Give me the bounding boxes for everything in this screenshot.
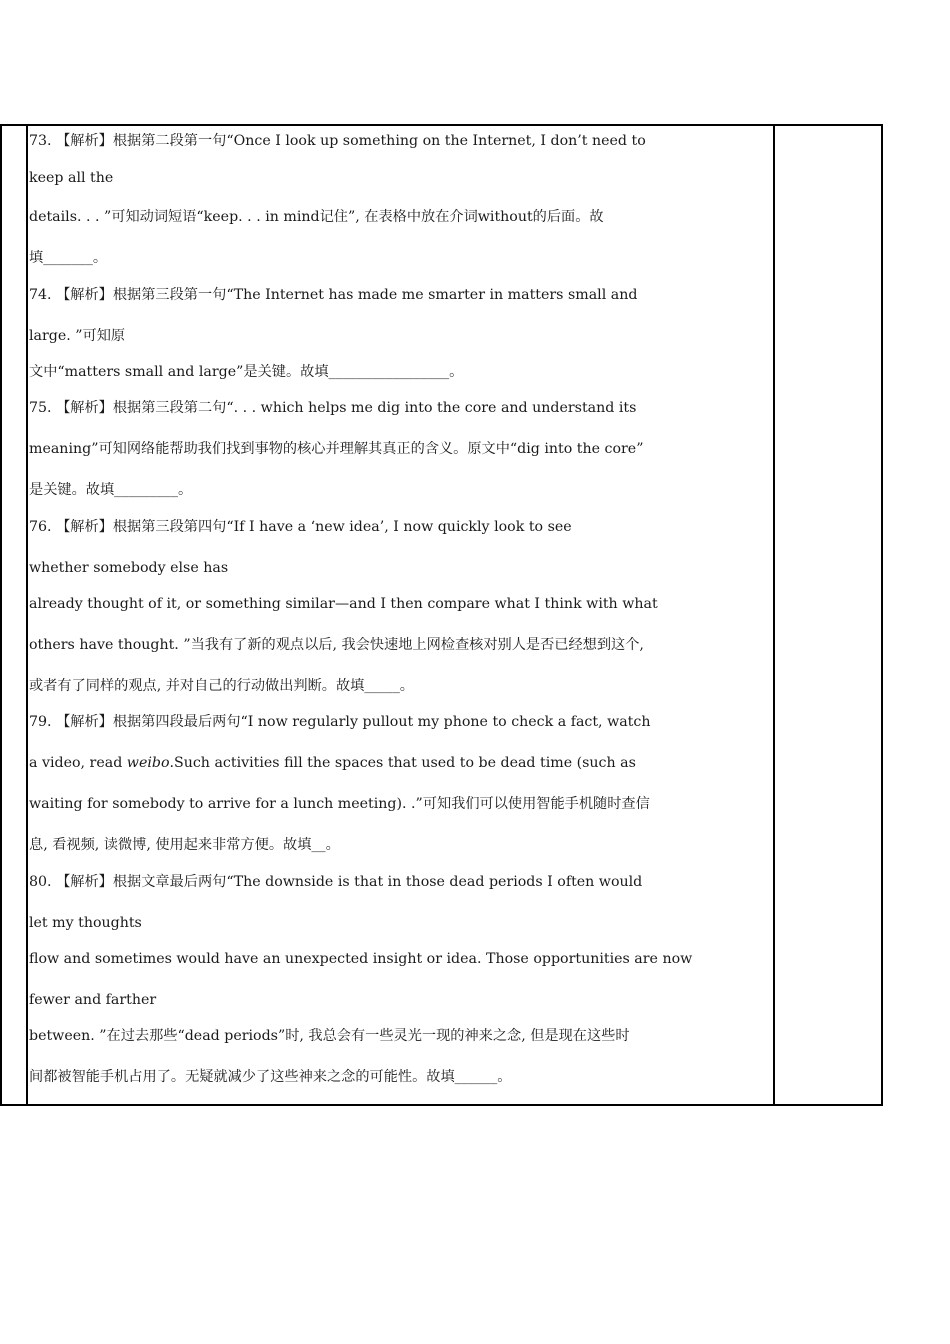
answer-cell — [29, 124, 771, 1106]
answer-73-line-2: keep all the — [29, 170, 114, 186]
answer-73-line-1: 73. 【解析】根据第二段第一句“Once I look up something on the Internet, I don’t need to — [29, 133, 646, 149]
answer-73-line-3: details. . . ”可知动词短语“keep. . . in mind记住”, 在表格中放在介词without的后面。故 — [29, 209, 604, 225]
answer-74-line-3: 文中“matters small and large”是关键。故填_________________。 — [29, 364, 464, 380]
answer-80-line-3: flow and sometimes would have an unexpected insight or idea. Those opportunities are now — [29, 951, 693, 967]
weibo-italic: weibo — [126, 755, 170, 771]
table-column-divider-2 — [773, 124, 775, 1106]
answer-76-line-2: whether somebody else has — [29, 560, 229, 576]
answer-80-line-4: fewer and farther — [29, 992, 157, 1008]
table-column-divider-1 — [26, 124, 28, 1106]
answer-79-line-2: a video, read weibo.Such activities fill the spaces that used to be dead time (such as — [29, 755, 636, 771]
table-border-right — [881, 124, 883, 1106]
answer-76-line-5: 或者有了同样的观点, 并对自己的行动做出判断。故填_____。 — [29, 678, 414, 694]
answer-75-line-3: 是关键。故填_________。 — [29, 482, 193, 498]
answer-75-line-1: 75. 【解析】根据第三段第二句“. . . which helps me dig into the core and understand its — [29, 400, 637, 416]
answer-76-line-4: others have thought. ”当我有了新的观点以后, 我会快速地上网检查核对别人是否已经想到这个, — [29, 637, 644, 653]
answer-79-line-1: 79. 【解析】根据第四段最后两句“I now regularly pullout my phone to check a fact, watch — [29, 714, 651, 730]
answer-73-line-4: 填_______。 — [29, 250, 108, 266]
answer-80-line-1: 80. 【解析】根据文章最后两句“The downside is that in those dead periods I often would — [29, 874, 643, 890]
answer-80-line-2: let my thoughts — [29, 915, 142, 931]
answer-79-line-3: waiting for somebody to arrive for a lunch meeting). .”可知我们可以使用智能手机随时查信 — [29, 796, 650, 812]
answer-74-line-2: large. ”可知原 — [29, 328, 126, 344]
answer-75-line-2: meaning”可知网络能帮助我们找到事物的核心并理解其真正的含义。原文中“dig into the core” — [29, 441, 644, 457]
answer-79-line-4: 息, 看视频, 读微博, 使用起来非常方便。故填__。 — [29, 837, 340, 853]
answer-80-line-6: 间都被智能手机占用了。无疑就减少了这些神来之念的可能性。故填______。 — [29, 1069, 512, 1085]
answer-74-line-1: 74. 【解析】根据第三段第一句“The Internet has made me smarter in matters small and — [29, 287, 638, 303]
answer-76-line-1: 76. 【解析】根据第三段第四句“If I have a ‘new idea’, I now quickly look to see — [29, 519, 572, 535]
table-border-left — [0, 124, 2, 1106]
answer-80-line-5: between. ”在过去那些“dead periods”时, 我总会有一些灵光一现的神来之念, 但是现在这些时 — [29, 1028, 630, 1044]
answer-76-line-3: already thought of it, or something similar—and I then compare what I think with what — [29, 596, 658, 612]
